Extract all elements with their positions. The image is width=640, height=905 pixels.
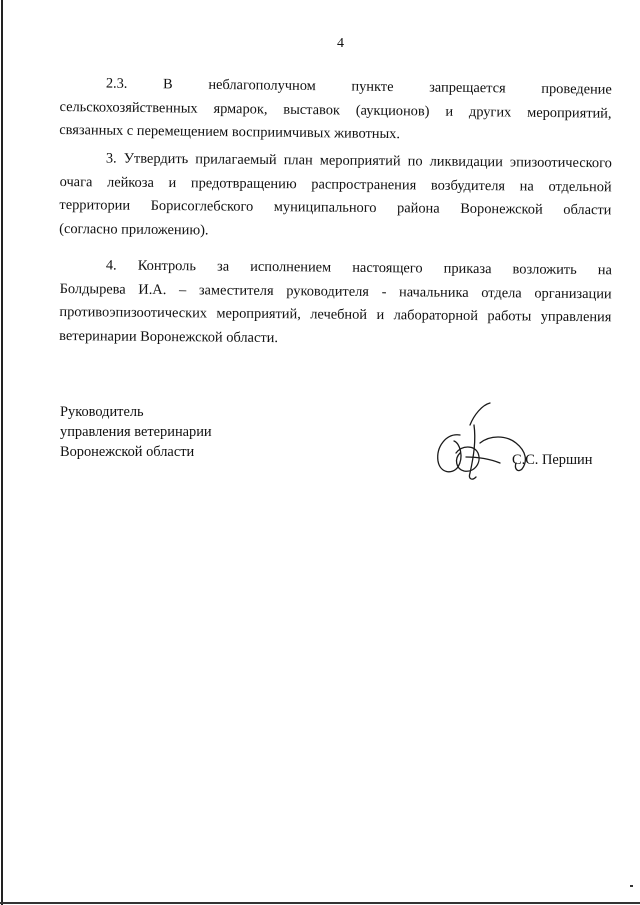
page-number: 4	[337, 36, 344, 51]
paragraph-line: территории Борисоглебского муниципального района Воронежской области	[59, 196, 612, 219]
scan-edge-bottom	[0, 902, 640, 904]
paragraph-line: 3. Утвердить прилагаемый план мероприятий по ликвидации эпизоотического	[105, 150, 612, 172]
paragraph-line: 2.3. В неблагополучном пункте запрещается проведение	[105, 75, 612, 98]
signatory-title-line: Воронежской области	[60, 444, 195, 460]
scan-edge-left	[1, 0, 3, 905]
paragraph-line: связанных с перемещением восприимчивых животных.	[59, 121, 401, 143]
paragraph-line: ветеринарии Воронежской области.	[59, 327, 279, 346]
paragraph-4	[59, 254, 612, 353]
paragraph-2-3	[59, 72, 612, 149]
handwritten-signature	[430, 395, 540, 485]
signatory-title-line: Руководитель	[60, 404, 144, 420]
paragraph-3	[59, 147, 612, 246]
signatory-name: С.С. Першин	[512, 452, 593, 468]
paragraph-line: (согласно приложению).	[59, 220, 209, 238]
scan-speck	[630, 885, 633, 887]
paragraph-line: очага лейкоза и предотвращению распространения возбудителя на отдельной	[59, 173, 612, 195]
paragraph-line: 4. Контроль за исполнением настоящего приказа возложить на	[105, 257, 612, 279]
signatory-title	[60, 402, 212, 462]
paragraph-line: сельскохозяйственных ярмарок, выставок (аукционов) и других мероприятий,	[59, 98, 612, 122]
paragraph-line: Болдырева И.А. – заместителя руководителя - начальника отдела организации	[59, 280, 612, 302]
paragraph-line: противоэпизоотических мероприятий, лечебной и лабораторной работы управления	[59, 303, 612, 326]
signatory-title-line: управления ветеринарии	[60, 424, 212, 440]
